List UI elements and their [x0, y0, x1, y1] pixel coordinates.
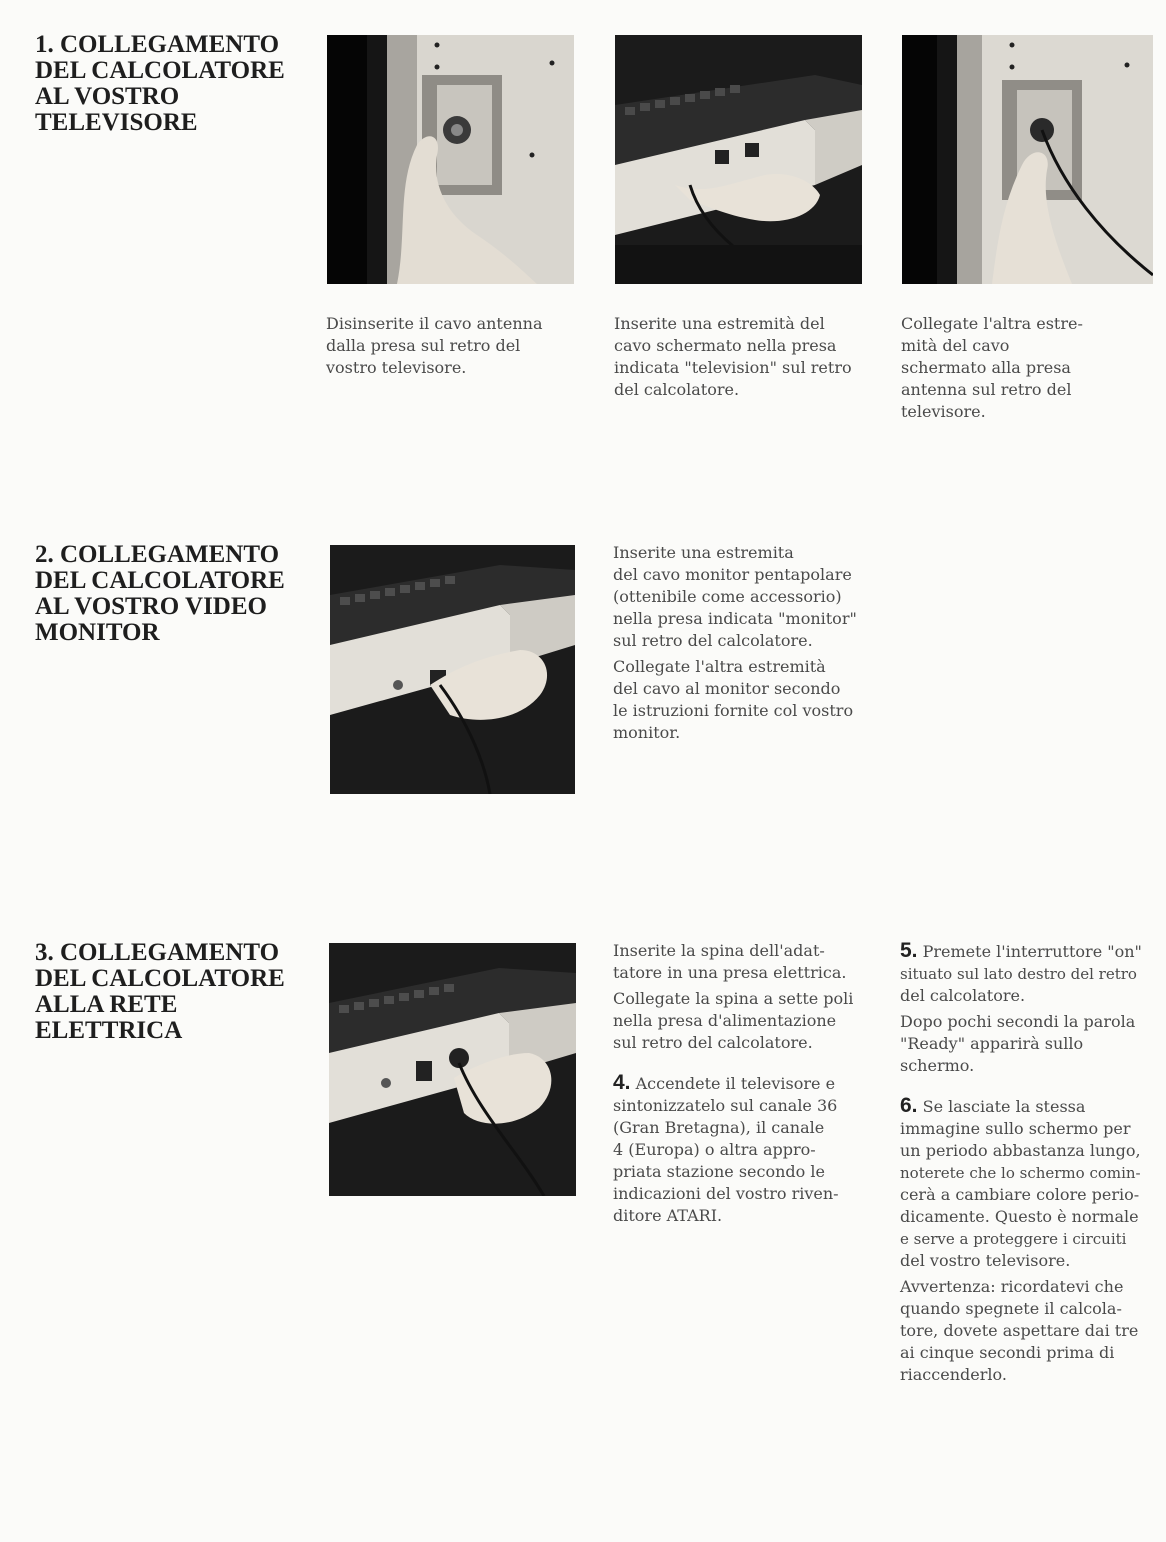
- text-line: immagine sullo schermo per: [900, 1119, 1131, 1138]
- photo-computer-power-port: [329, 943, 576, 1196]
- heading-line: ELETTRICA: [35, 1017, 183, 1044]
- text-line: Avvertenza: ricordatevi che: [900, 1277, 1124, 1296]
- section-3-heading: [35, 940, 305, 1044]
- text-line: sul retro del calcolatore.: [613, 1033, 813, 1052]
- text-line: (ottenibile come accessorio): [613, 587, 842, 606]
- text-line: Collegate la spina a sette poli: [613, 989, 854, 1008]
- section-3-column-1: [613, 940, 853, 1231]
- text-line: priata stazione secondo le: [613, 1162, 825, 1181]
- text-line: indicazioni del vostro riven-: [613, 1184, 839, 1203]
- heading-line: ALLA RETE: [35, 991, 178, 1018]
- heading-line: 1. COLLEGAMENTO: [35, 31, 280, 58]
- text-line: monitor.: [613, 723, 681, 742]
- text-line: del cavo monitor pentapolare: [613, 565, 852, 584]
- caption-line: Collegate l'altra estre-: [901, 314, 1083, 333]
- text-line: (Gran Bretagna), il canale: [613, 1118, 825, 1137]
- text-line: un periodo abbastanza lungo,: [900, 1141, 1141, 1160]
- text-line: schermo.: [900, 1056, 975, 1075]
- step-number: 4.: [613, 1071, 631, 1094]
- text-line: Se lasciate la stessa: [922, 1097, 1086, 1116]
- heading-line: DEL CALCOLATORE: [35, 965, 285, 992]
- text-line: le istruzioni fornite col vostro: [613, 701, 854, 720]
- text-line: quando spegnete il calcola-: [900, 1299, 1122, 1318]
- caption-step-1c: [901, 313, 1083, 423]
- caption-line: del calcolatore.: [614, 380, 740, 399]
- heading-line: MONITOR: [35, 619, 160, 646]
- text-line: sul retro del calcolatore.: [613, 631, 813, 650]
- text-line: Inserite la spina dell'adat-: [613, 941, 825, 960]
- text-line: tore, dovete aspettare dai tre: [900, 1321, 1139, 1340]
- section-3-column-2: [900, 940, 1156, 1390]
- section-1-heading: [35, 32, 305, 136]
- heading-line: AL VOSTRO: [35, 83, 180, 110]
- text-line: del calcolatore.: [900, 986, 1026, 1005]
- text-line: noterete che lo schermo comin-: [900, 1164, 1141, 1182]
- caption-line: Disinserite il cavo antenna: [326, 314, 543, 333]
- caption-step-1b: [614, 313, 852, 401]
- caption-line: cavo schermato nella presa: [614, 336, 837, 355]
- caption-line: mità del cavo: [901, 336, 1010, 355]
- step-number: 6.: [900, 1094, 918, 1117]
- photo-computer-monitor-port: [330, 545, 575, 794]
- heading-line: 3. COLLEGAMENTO: [35, 939, 280, 966]
- text-line: Premete l'interruttore "on": [922, 942, 1142, 961]
- photo-computer-television-port: [615, 35, 862, 284]
- caption-line: televisore.: [901, 402, 986, 421]
- text-line: cerà a cambiare colore perio-: [900, 1185, 1140, 1204]
- text-line: Dopo pochi secondi la parola: [900, 1012, 1136, 1031]
- caption-line: antenna sul retro del: [901, 380, 1072, 399]
- text-line: riaccenderlo.: [900, 1365, 1007, 1384]
- caption-step-1a: [326, 313, 542, 379]
- text-line: tatore in una presa elettrica.: [613, 963, 847, 982]
- text-line: dicamente. Questo è normale: [900, 1207, 1139, 1226]
- text-line: Collegate l'altra estremità: [613, 657, 826, 676]
- text-line: del cavo al monitor secondo: [613, 679, 841, 698]
- caption-line: schermato alla presa: [901, 358, 1071, 377]
- text-line: nella presa d'alimentazione: [613, 1011, 837, 1030]
- step-number: 5.: [900, 939, 918, 962]
- text-line: 4 (Europa) o altra appro-: [613, 1140, 816, 1159]
- text-line: nella presa indicata "monitor": [613, 609, 857, 628]
- caption-line: indicata "television" sul retro: [614, 358, 852, 377]
- section-2-text: [613, 542, 857, 748]
- text-line: ditore ATARI.: [613, 1206, 723, 1225]
- text-line: Inserite una estremita: [613, 543, 794, 562]
- text-line: Accendete il televisore e: [635, 1074, 836, 1093]
- photo-unplug-antenna: [327, 35, 574, 284]
- photo-plug-antenna: [902, 35, 1153, 284]
- text-line: situato sul lato destro del retro: [900, 965, 1137, 983]
- text-line: del vostro televisore.: [900, 1251, 1071, 1270]
- heading-line: AL VOSTRO VIDEO: [35, 593, 267, 620]
- text-line: sintonizzatelo sul canale 36: [613, 1096, 838, 1115]
- heading-line: DEL CALCOLATORE: [35, 57, 285, 84]
- section-2-heading: [35, 542, 305, 646]
- caption-line: dalla presa sul retro del: [326, 336, 521, 355]
- text-line: "Ready" apparirà sullo: [900, 1034, 1084, 1053]
- heading-line: DEL CALCOLATORE: [35, 567, 285, 594]
- text-line: ai cinque secondi prima di: [900, 1343, 1115, 1362]
- caption-line: Inserite una estremità del: [614, 314, 825, 333]
- caption-line: vostro televisore.: [326, 358, 467, 377]
- heading-line: 2. COLLEGAMENTO: [35, 541, 280, 568]
- text-line: e serve a proteggere i circuiti: [900, 1230, 1127, 1248]
- heading-line: TELEVISORE: [35, 109, 198, 136]
